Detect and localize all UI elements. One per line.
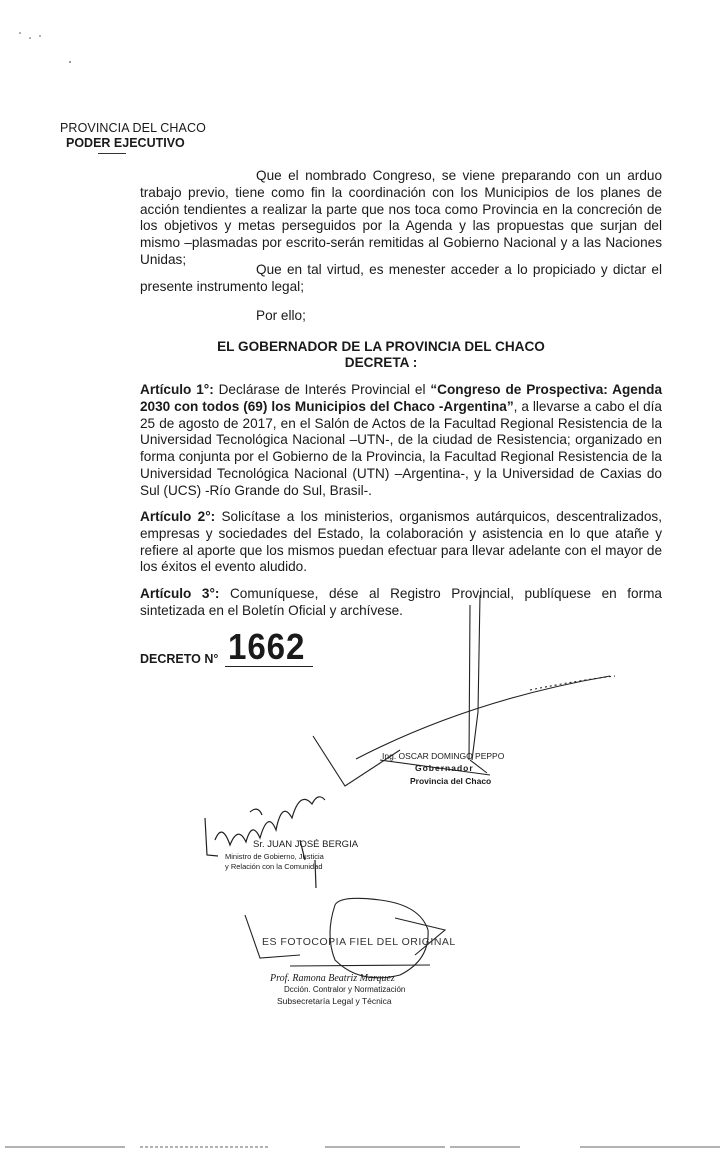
article-2-text: Solicítase a los ministerios, organismos autárquicos, descentralizados, empresas y sociedades del Estado, la colaboración y asistencia en lo que atañe y refiere al aporte que los mismos puedan efectuar para llevar adelante con el mayor de los éxitos el evento aludido. xyxy=(140,509,662,575)
minister-title-1: Ministro de Gobierno, Justicia xyxy=(225,852,324,861)
minister-title-2: y Relación con la Comunidad xyxy=(225,862,323,871)
article-3 xyxy=(140,586,662,620)
article-1-congress-name: “Congreso de Prospectiva: Agenda 2030 con todos (69) los Municipios del Chaco -Argentina” xyxy=(140,382,663,414)
article-3-label: Artículo 3°: xyxy=(140,586,220,601)
article-1-text-a: Declárase de Interés Provincial el xyxy=(213,382,431,397)
copy-stamp: ES FOTOCOPIA FIEL DEL ORIGINAL xyxy=(262,936,456,948)
article-3-text: Comuníquese, dése al Registro Provincial, publíquese en forma sintetizada en el Boletín Oficial y archívese. xyxy=(140,586,662,618)
article-1-text-b: , a llevarse a cabo el día 25 de agosto de 2017, en el Salón de Actos de la Facultad Regional Resistencia de la Universidad Tecnológica Nacional –UTN-, de la ciudad de Resistencia; organizado en forma conjunta por el Gobierno de la Provincia, la Facultad Regional Resistencia de la Universidad Tecnológica Nacional (UTN) –Argentina-, y la Universidad de Caxias do Sul (UCS) -Río Grande do Sul, Brasil-. xyxy=(140,398,662,498)
article-1-label: Artículo 1°: xyxy=(140,382,214,397)
decree-number: 1662 xyxy=(228,626,306,667)
paragraph-virtue: Que en tal virtud, es menester acceder a lo propiciado y dictar el presente instrumento legal; xyxy=(140,262,662,294)
certifier-title-2: Subsecretaría Legal y Técnica xyxy=(277,996,392,1006)
header-underline xyxy=(98,153,126,154)
decree-heading-decreta: DECRETA : xyxy=(344,355,418,370)
decree-number-label: DECRETO N° xyxy=(140,652,219,666)
header-executive: PODER EJECUTIVO xyxy=(66,136,185,150)
paragraph-congress: Que el nombrado Congreso, se viene preparando con un arduo trabajo previo, tiene como fin la coordinación con los Municipios de los planes de acción tendientes a realizar la parte que nos toca como Provincia en la concreción de los objetivos y metas perseguidos por la Agenda y las propuestas que surjan del mismo –plasmadas por escrito-serán remitidas al Gobierno Nacional y a las Naciones Unidas; xyxy=(140,168,662,267)
paragraph-therefore: Por ello; xyxy=(256,308,306,323)
governor-name: Ing. OSCAR DOMINGO PEPPO xyxy=(382,751,505,761)
minister-name: Sr. JUAN JOSÉ BERGIA xyxy=(253,839,359,850)
article-2-label: Artículo 2°: xyxy=(140,509,216,524)
governor-title: Gobernador xyxy=(415,763,474,773)
article-1 xyxy=(140,382,662,500)
governor-province: Provincia del Chaco xyxy=(410,776,492,786)
article-2 xyxy=(140,509,662,576)
certifier-title-1: Dcción. Contralor y Normatización xyxy=(284,985,406,994)
decree-heading-governor: EL GOBERNADOR DE LA PROVINCIA DEL CHACO xyxy=(217,339,545,354)
certifier-name: Prof. Ramona Beatriz Marquez xyxy=(270,973,395,984)
header-province: PROVINCIA DEL CHACO xyxy=(60,121,206,135)
